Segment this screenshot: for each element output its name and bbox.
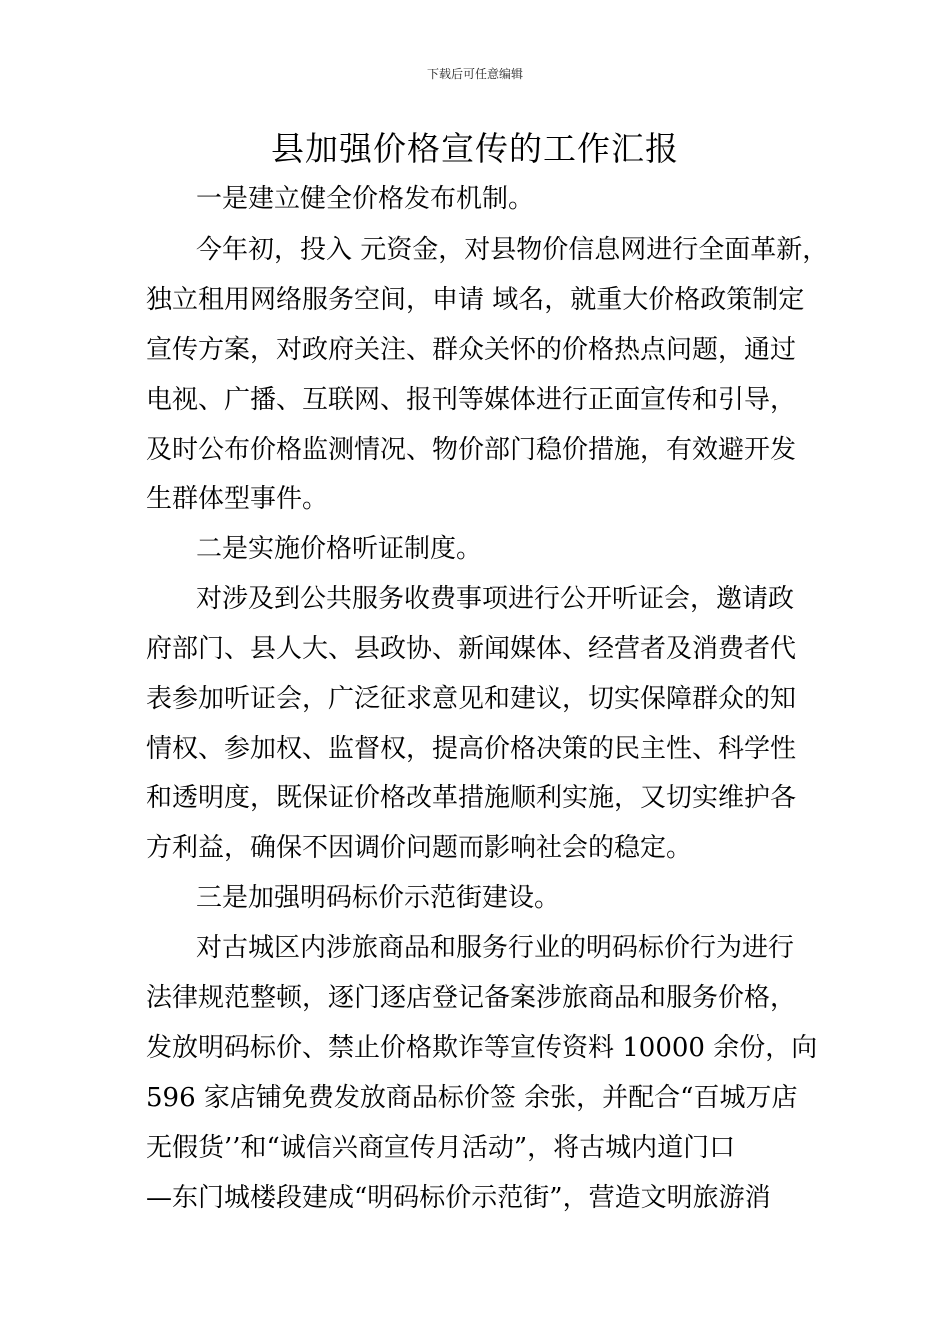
paragraph-line: 电视、广播、互联网、报刊等媒体进行正面宣传和引导， (146, 385, 797, 415)
paragraph-line: 表参加听证会，广泛征求意见和建议，切实保障群众的知 (146, 684, 797, 714)
section-heading-3: 三是加强明码标价示范街建设。 (196, 883, 561, 913)
paragraph-line: 发放明码标价、禁止价格欺诈等宣传资料 10000 余份，向 (146, 1033, 818, 1063)
paragraph-line: —东门城楼段建成“明码标价示范街”，营造文明旅游消 (146, 1183, 771, 1213)
paragraph-line: 宣传方案，对政府关注、群众关怀的价格热点问题，通过 (146, 335, 797, 365)
paragraph-line: 生群体型事件。 (146, 484, 329, 514)
section-heading-2: 二是实施价格听证制度。 (196, 534, 483, 564)
paragraph-line: 对古城区内涉旅商品和服务行业的明码标价行为进行 (196, 933, 795, 963)
paragraph-line: 和透明度，既保证价格改革措施顺利实施，又切实维护各 (146, 783, 797, 813)
paragraph-line: 无假货’’和“诚信兴商宣传月活动”，将古城内道门口 (146, 1133, 736, 1163)
paragraph-line: 596 家店铺免费发放商品标价签 余张，并配合“百城万店 (146, 1083, 798, 1113)
paragraph-line: 对涉及到公共服务收费事项进行公开听证会，邀请政 (196, 584, 795, 614)
paragraph-line: 法律规范整顿，逐门逐店登记备案涉旅商品和服务价格， (146, 983, 797, 1013)
paragraph-line: 情权、参加权、监督权，提高价格决策的民主性、科学性 (146, 734, 797, 764)
paragraph-line: 今年初，投入 元资金，对县物价信息网进行全面革新， (196, 235, 829, 265)
document-title: 县加强价格宣传的工作汇报 (271, 129, 679, 168)
header-note: 下载后可任意编辑 (426, 67, 523, 81)
paragraph-line: 方利益，确保不因调价问题而影响社会的稳定。 (146, 833, 693, 863)
paragraph-line: 独立租用网络服务空间，申请 域名，就重大价格政策制定 (146, 285, 805, 315)
section-heading-1: 一是建立健全价格发布机制。 (196, 184, 535, 214)
paragraph-line: 及时公布价格监测情况、物价部门稳价措施，有效避开发 (146, 435, 797, 465)
paragraph-line: 府部门、县人大、县政协、新闻媒体、经营者及消费者代 (146, 634, 797, 664)
